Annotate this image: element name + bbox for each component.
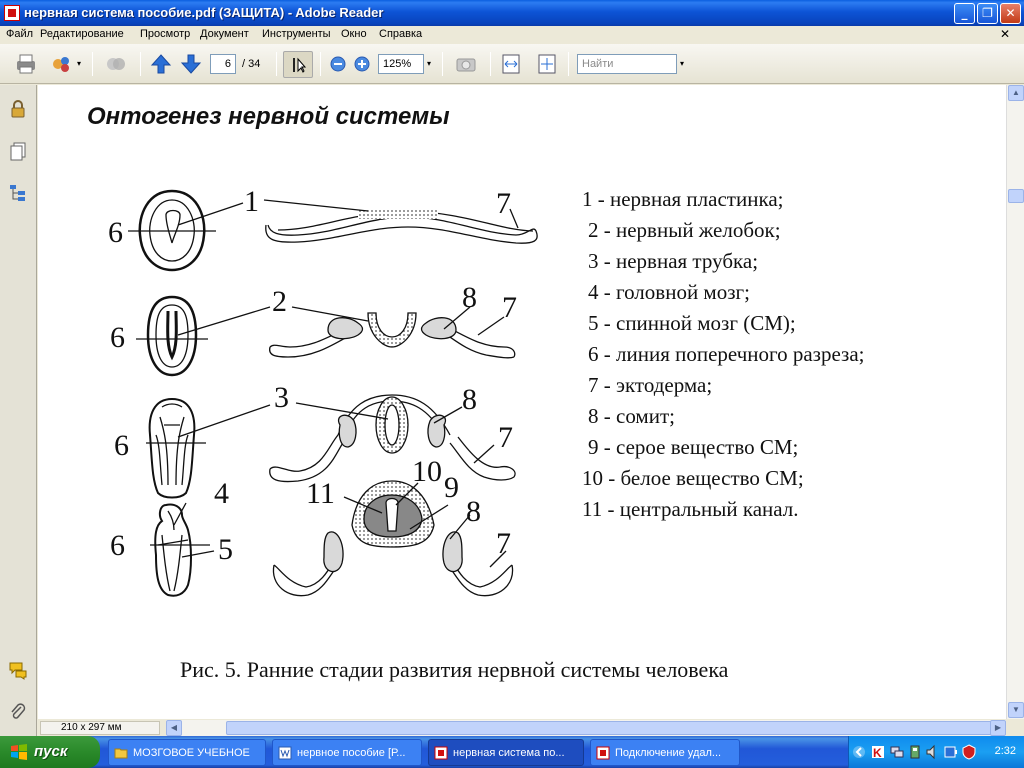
- section-neural-tube: [270, 395, 515, 482]
- clock: 2:32: [994, 745, 1016, 757]
- bookmarks-tree-icon[interactable]: [8, 183, 28, 203]
- legend-item: 1 - нервная пластинка;: [582, 187, 784, 211]
- start-label: пуск: [34, 743, 68, 760]
- svg-text:K: K: [873, 746, 882, 760]
- menu-document[interactable]: Документ: [200, 28, 249, 40]
- battery-icon[interactable]: [943, 744, 959, 760]
- horizontal-scrollbar[interactable]: [166, 720, 1006, 736]
- figure-label-7: 7: [498, 421, 513, 454]
- taskbar: [0, 736, 1024, 768]
- figure-label-10: 10: [412, 455, 442, 488]
- pages-icon[interactable]: [8, 141, 28, 161]
- print-icon[interactable]: [14, 52, 38, 76]
- security-lock-icon[interactable]: [8, 99, 28, 119]
- attachments-paperclip-icon[interactable]: [8, 702, 28, 722]
- scroll-down-icon[interactable]: ▼: [1008, 702, 1024, 718]
- figure-label-2: 2: [272, 285, 287, 318]
- document-page: [38, 85, 1006, 719]
- figure-label-9: 9: [444, 471, 459, 504]
- zoom-level-input[interactable]: 125%: [378, 54, 424, 74]
- menu-tools[interactable]: Инструменты: [262, 28, 331, 40]
- legend-item: 4 - головной мозг;: [588, 280, 750, 304]
- comments-icon[interactable]: [8, 660, 28, 680]
- network-icon[interactable]: [889, 744, 905, 760]
- menu-bar: [0, 26, 1024, 44]
- fit-width-icon[interactable]: [500, 52, 522, 76]
- menu-view[interactable]: Просмотр: [140, 28, 191, 40]
- menu-help[interactable]: Справка: [379, 28, 423, 40]
- vertical-scroll-thumb[interactable]: [1008, 189, 1024, 203]
- legend-item: 11 - центральный канал.: [582, 497, 799, 521]
- previous-page-icon[interactable]: [150, 52, 172, 76]
- find-dropdown-icon[interactable]: ▾: [679, 59, 684, 68]
- page-total: / 34: [242, 58, 261, 70]
- collaborate-icon[interactable]: [104, 52, 128, 76]
- legend-item: 3 - нервная трубка;: [588, 249, 759, 273]
- legend-item: 2 - нервный желобок;: [588, 218, 781, 242]
- legend-item: 10 - белое вещество СМ;: [582, 466, 804, 490]
- toolbar: [0, 44, 1024, 84]
- figure-label-6: 6: [108, 216, 123, 249]
- scroll-right-icon[interactable]: ▶: [990, 720, 1006, 736]
- figure-label-6: 6: [110, 321, 125, 354]
- figure-label-11: 11: [306, 477, 335, 510]
- page-heading: Онтогенез нервной системы: [87, 103, 450, 130]
- snapshot-icon[interactable]: [454, 52, 478, 76]
- figure-legend: [582, 184, 864, 525]
- scroll-up-icon[interactable]: ▲: [1008, 85, 1024, 101]
- embryo-stage-2: [136, 297, 208, 375]
- taskbar-item[interactable]: МОЗГОВОЕ УЧЕБНОЕ: [108, 739, 266, 766]
- close-button[interactable]: ✕: [1000, 3, 1021, 24]
- figure-label-4: 4: [214, 477, 229, 510]
- figure-label-8: 8: [462, 281, 477, 314]
- menu-edit[interactable]: Редактирование: [40, 28, 124, 40]
- section-neural-groove: [270, 313, 515, 358]
- menu-window[interactable]: Окно: [341, 28, 367, 40]
- maximize-button[interactable]: ❐: [977, 3, 998, 24]
- pdf-icon: [434, 746, 448, 760]
- taskbar-item[interactable]: нервное пособие [Р...: [272, 739, 422, 766]
- horizontal-scroll-thumb[interactable]: [226, 721, 996, 735]
- next-page-icon[interactable]: [180, 52, 202, 76]
- legend-item: 7 - эктодерма;: [588, 373, 713, 397]
- zoom-in-icon[interactable]: [352, 52, 372, 76]
- security-center-icon[interactable]: [961, 744, 977, 760]
- zoom-out-icon[interactable]: [328, 52, 348, 76]
- taskbar-item-active[interactable]: нервная система по...: [428, 739, 584, 766]
- legend-item: 9 - серое вещество СМ;: [588, 435, 799, 459]
- figure-label-3: 3: [274, 381, 289, 414]
- legend-item: 8 - сомит;: [588, 404, 675, 428]
- figure-caption: Рис. 5. Ранние стадии развития нервной системы человека: [180, 657, 729, 682]
- word-document-icon: [278, 746, 292, 760]
- embryo-stage-3: [146, 399, 206, 498]
- figure-label-8: 8: [462, 383, 477, 416]
- folder-icon: [114, 746, 128, 760]
- status-bar: [38, 719, 1024, 736]
- volume-icon[interactable]: [925, 744, 941, 760]
- figure-label-7: 7: [502, 291, 517, 324]
- embryo-stage-1: [128, 191, 216, 270]
- system-tray: [848, 736, 1024, 768]
- fit-page-icon[interactable]: [536, 52, 558, 76]
- figure-label-7: 7: [496, 527, 511, 560]
- legend-item: 5 - спинной мозг (СМ);: [588, 311, 796, 335]
- scroll-left-icon[interactable]: ◀: [166, 720, 182, 736]
- figure-label-7: 7: [496, 187, 511, 220]
- menu-file[interactable]: Файл: [6, 28, 34, 40]
- windows-logo-icon: [10, 744, 28, 760]
- start-button[interactable]: [0, 736, 100, 768]
- tray-expand-icon[interactable]: [853, 745, 865, 759]
- figure-label-6: 6: [110, 529, 125, 562]
- find-input[interactable]: Найти: [577, 54, 677, 74]
- pdf-icon: [596, 746, 610, 760]
- share-dropdown-icon[interactable]: ▾: [76, 59, 81, 68]
- figure-label-5: 5: [218, 533, 233, 566]
- text-select-icon: [290, 56, 308, 74]
- select-tool-button[interactable]: [283, 51, 313, 78]
- zoom-dropdown-icon[interactable]: ▾: [426, 59, 431, 68]
- menu-close-icon[interactable]: ✕: [1000, 27, 1011, 41]
- navigation-pane: [0, 85, 37, 736]
- page-size-label: 210 x 297 мм: [40, 721, 160, 735]
- page-number-input[interactable]: 6: [210, 54, 236, 74]
- legend-item: 6 - линия поперечного разреза;: [588, 342, 865, 366]
- window-title: нервная система пособие.pdf (ЗАЩИТА) - Adobe Reader: [24, 5, 384, 20]
- neural-development-figure: [38, 85, 568, 615]
- taskbar-item[interactable]: Подключение удал...: [590, 739, 740, 766]
- embryo-stage-4: [150, 504, 210, 595]
- figure-label-6: 6: [114, 429, 129, 462]
- minimize-button[interactable]: _: [954, 3, 975, 24]
- figure-label-1: 1: [244, 185, 259, 218]
- usb-device-icon[interactable]: [907, 744, 923, 760]
- antivirus-icon[interactable]: [871, 744, 885, 760]
- vertical-scrollbar[interactable]: [1006, 85, 1024, 719]
- figure-label-8: 8: [466, 495, 481, 528]
- share-icon[interactable]: [50, 52, 74, 76]
- title-bar: [0, 0, 1024, 26]
- adobe-reader-icon: [4, 5, 20, 21]
